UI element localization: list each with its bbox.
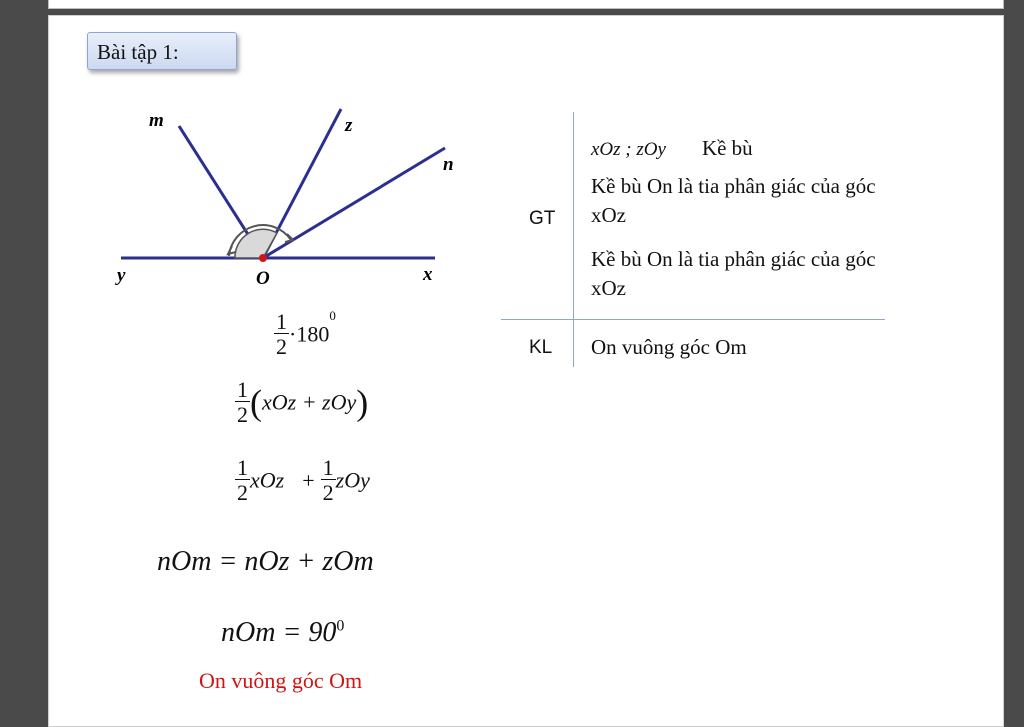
previous-page-edge: [48, 0, 1004, 9]
kl-text: On vuông góc Om: [591, 335, 747, 359]
step-3: $\frac{1}{2}$ xOz + $\frac{1}{2}$ zOy: [237, 455, 370, 505]
label-x: x: [423, 264, 433, 285]
table-horizontal-divider: [501, 319, 885, 320]
kl-label: KL: [529, 337, 553, 358]
exercise-title: Bài tập 1:: [87, 32, 237, 70]
angle-arc-arrow-left: [228, 246, 236, 254]
fraction: $\frac{1}{2}$: [237, 377, 248, 427]
gt-item-3: Kề bù On là tia phân giác của góc xOz: [591, 247, 876, 300]
label-z: z: [345, 115, 353, 136]
label-n: n: [443, 154, 454, 175]
gt-item-2: Kề bù On là tia phân giác của góc xOz: [591, 174, 876, 227]
gt-line-1: xOz ; zOy Kề bù: [591, 136, 753, 160]
gt-kl-table: [501, 112, 885, 367]
step-1: $\frac{1}{2}$ $\cdot 180^0$: [276, 308, 336, 359]
fraction: $\frac{1}{2}$: [276, 308, 287, 359]
angle-figure: [109, 106, 459, 296]
fraction: $\frac{1}{2}$: [322, 455, 334, 505]
step-5: nOm = $90^0$: [221, 617, 345, 648]
label-o: O: [256, 268, 270, 289]
label-m: m: [149, 110, 164, 131]
step-4: nOm = nOz + zOm: [157, 546, 374, 577]
gt-label: GT: [529, 208, 556, 229]
fraction: $\frac{1}{2}$: [237, 455, 248, 505]
table-vertical-divider: [573, 112, 574, 367]
step-2: $\frac{1}{2}$ (xOz + zOy): [237, 377, 369, 427]
origin-point: [259, 254, 267, 262]
conclusion-text: On vuông góc Om: [199, 668, 363, 693]
document-page: [48, 15, 1004, 727]
label-y: y: [117, 265, 126, 286]
